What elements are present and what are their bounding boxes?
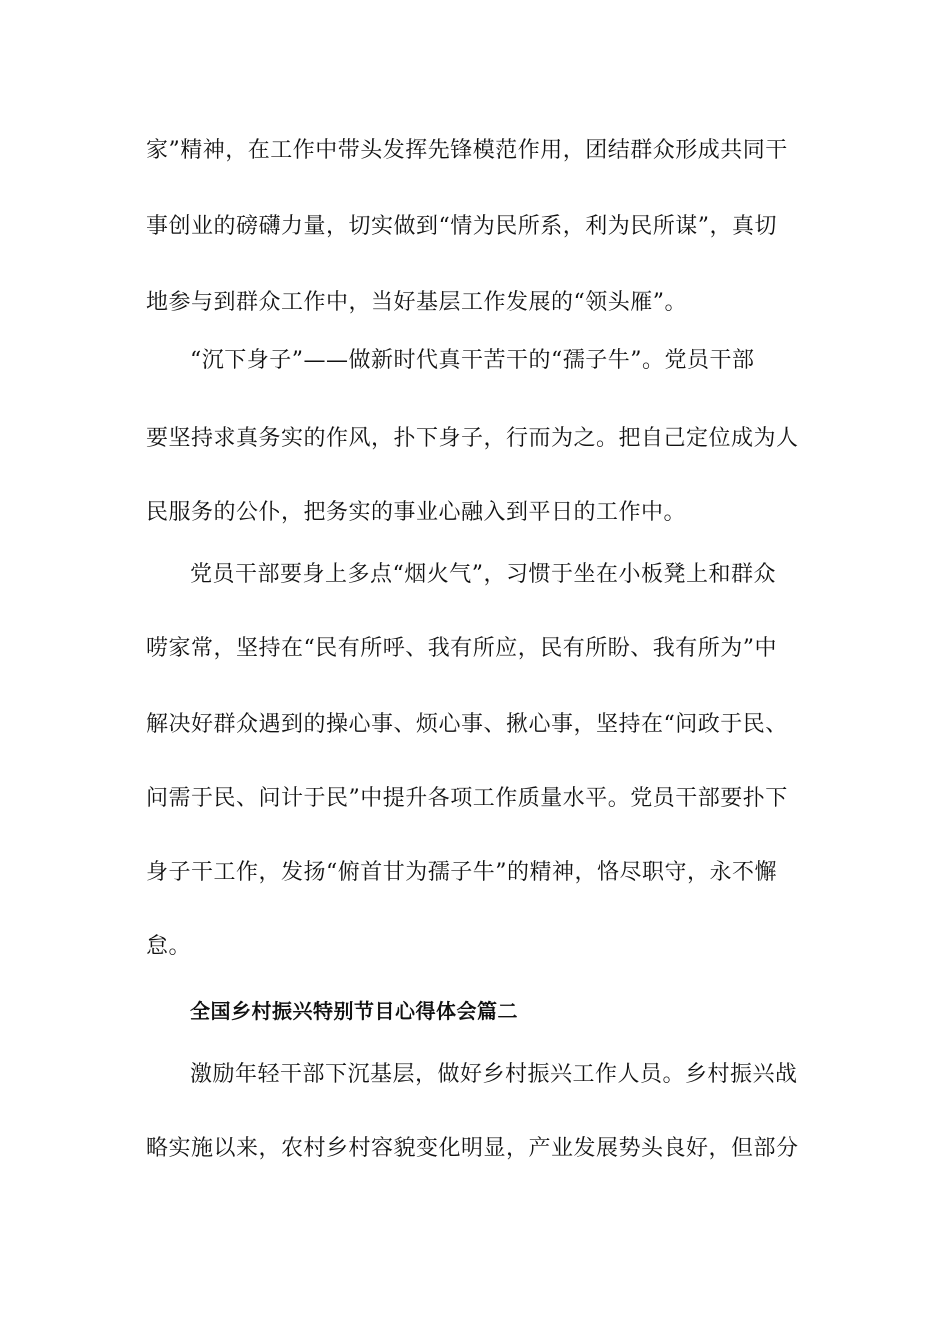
paragraph-1-line-2: 事创业的磅礴力量，切实做到“情为民所系，利为民所谋”，真切: [146, 214, 777, 239]
paragraph-2-line-3: 民服务的公仆，把务实的事业心融入到平日的工作中。: [146, 500, 687, 525]
paragraph-4-line-1: 激励年轻干部下沉基层，做好乡村振兴工作人员。乡村振兴战: [190, 1062, 798, 1087]
paragraph-3-line-6: 怠。: [146, 934, 192, 959]
paragraph-3-line-4: 问需于民、问计于民”中提升各项工作质量水平。党员干部要扑下: [146, 786, 788, 811]
paragraph-1-line-3: 地参与到群众工作中，当好基层工作发展的“领头雁”。: [146, 290, 687, 315]
section-heading: 全国乡村振兴特别节目心得体会篇二: [190, 999, 518, 1023]
paragraph-1-line-1: 家”精神，在工作中带头发挥先锋模范作用，团结群众形成共同干: [146, 138, 788, 163]
paragraph-3-line-2: 唠家常，坚持在“民有所呼、我有所应，民有所盼、我有所为”中: [146, 636, 777, 661]
paragraph-4-line-2: 略实施以来，农村乡村容貌变化明显，产业发展势头良好，但部分: [146, 1136, 799, 1161]
paragraph-3-line-5: 身子干工作，发扬“俯首甘为孺子牛”的精神，恪尽职守，永不懈: [146, 860, 777, 885]
paragraph-3-line-3: 解决好群众遇到的操心事、烦心事、揪心事，坚持在“问政于民、: [146, 712, 788, 737]
paragraph-2-line-1: “沉下身子”——做新时代真干苦干的“孺子牛”。党员干部: [190, 348, 755, 373]
paragraph-3-line-1: 党员干部要身上多点“烟火气”，习惯于坐在小板凳上和群众: [190, 562, 776, 587]
paragraph-2-line-2: 要坚持求真务实的作风，扑下身子，行而为之。把自己定位成为人: [146, 426, 799, 451]
